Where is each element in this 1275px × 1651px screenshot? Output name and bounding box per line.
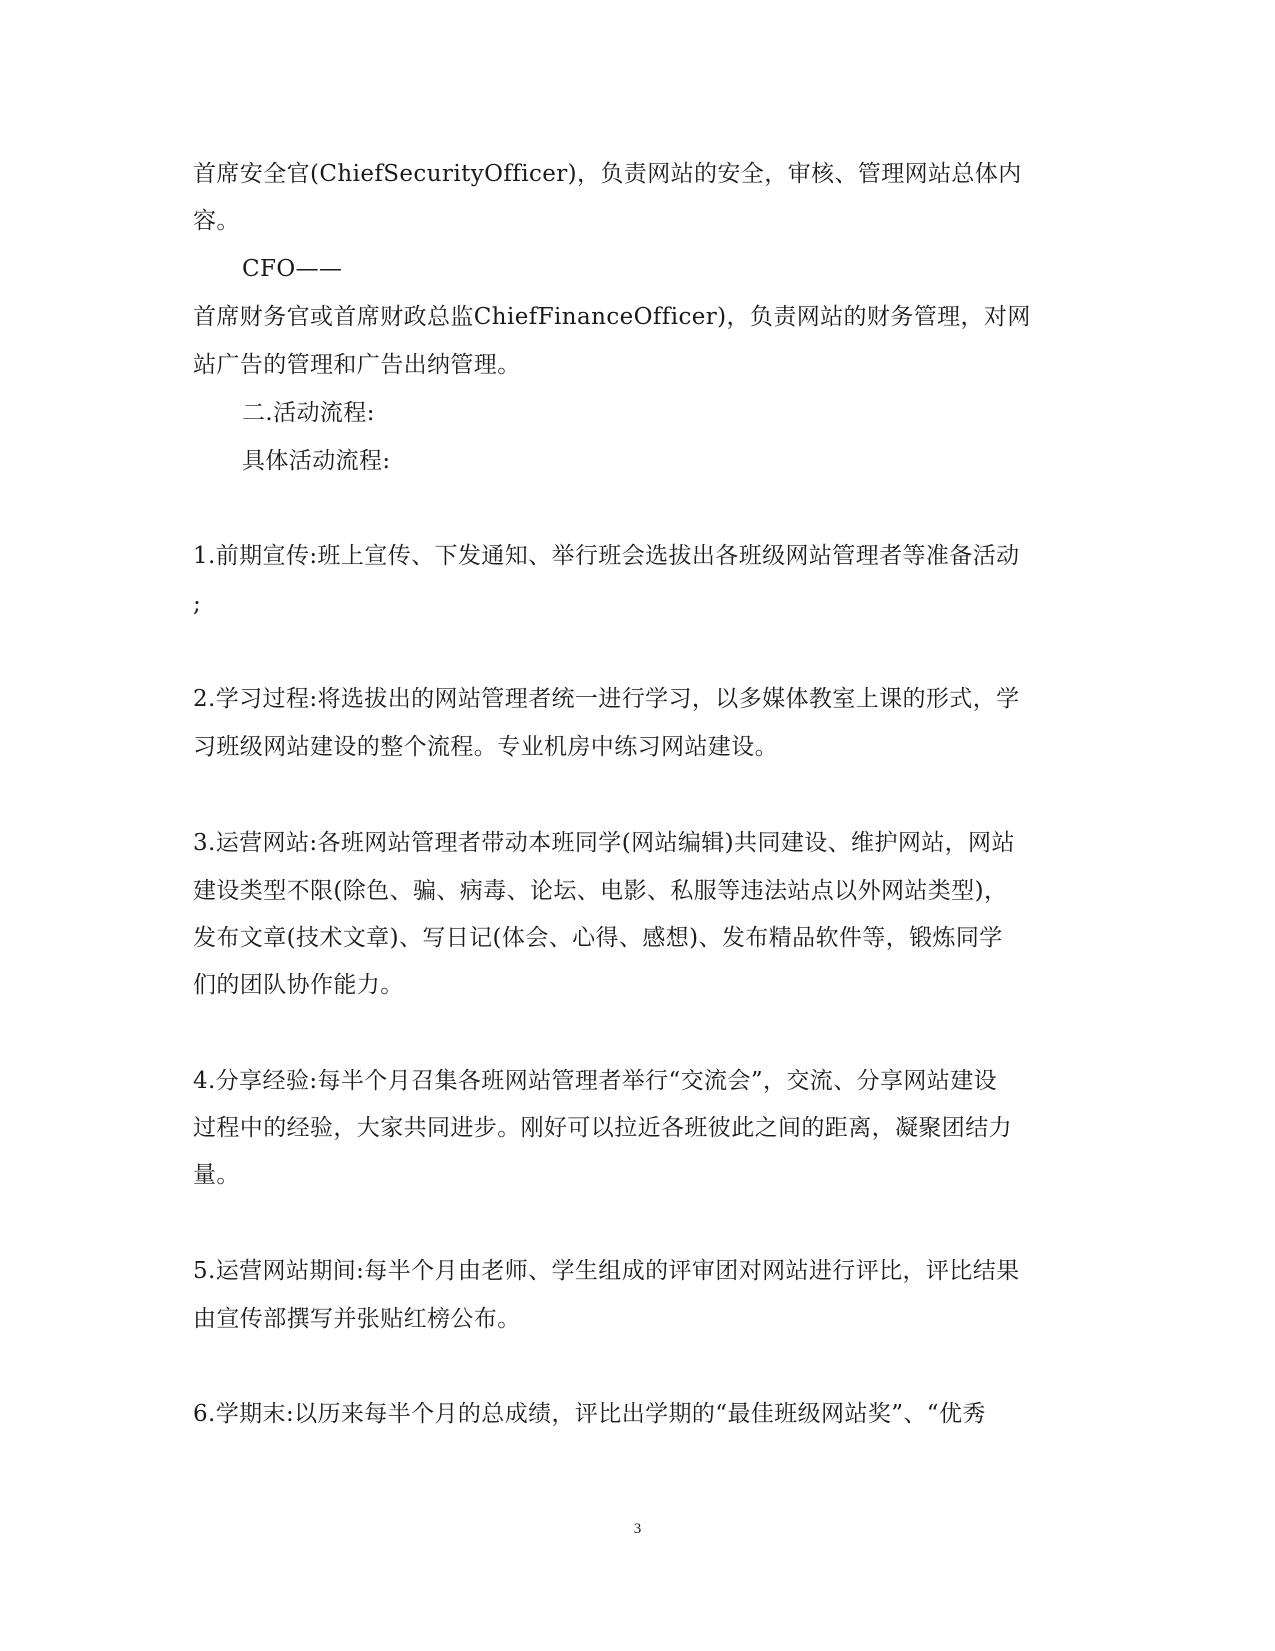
text-line: ; (193, 591, 202, 617)
text-line: 由宣传部撰写并张贴红榜公布。 (193, 1306, 521, 1332)
text-line: 习班级网站建设的整个流程。专业机房中练习网站建设。 (193, 734, 778, 760)
page-number: 3 (633, 1521, 642, 1537)
text-line: 发布文章(技术文章)、写日记(体会、心得、感想)、发布精品软件等，锻炼同学 (193, 925, 1003, 951)
text-line: 首席安全官(ChiefSecurityOfficer)，负责网站的安全，审核、管理网站总体内 (193, 161, 1022, 187)
list-item: 5.运营网站期间:每半个月由老师、学生组成的评审团对网站进行评比，评比结果 (193, 1258, 1020, 1284)
text-line: 首席财务官或首席财政总监ChiefFinanceOfficer)，负责网站的财务管理，对网 (193, 304, 1031, 330)
list-item: 3.运营网站:各班网站管理者带动本班同学(网站编辑)共同建设、维护网站，网站 (193, 830, 1015, 856)
text-line: CFO—— (242, 256, 343, 282)
text-line: 容。 (193, 208, 240, 234)
list-item: 6.学期末:以历来每半个月的总成绩，评比出学期的“最佳班级网站奖”、“优秀 (193, 1401, 986, 1427)
text-line: 过程中的经验，大家共同进步。刚好可以拉近各班彼此之间的距离，凝聚团结力 (193, 1115, 1012, 1141)
text-line: 建设类型不限(除色、骗、病毒、论坛、电影、私服等违法站点以外网站类型)， (193, 878, 1008, 904)
text-line: 量。 (193, 1162, 240, 1188)
list-item: 1.前期宣传:班上宣传、下发通知、举行班会选拔出各班级网站管理者等准备活动 (193, 543, 1020, 569)
list-item: 2.学习过程:将选拔出的网站管理者统一进行学习，以多媒体教室上课的形式，学 (193, 686, 1020, 712)
list-item: 4.分享经验:每半个月召集各班网站管理者举行“交流会”，交流、分享网站建设 (193, 1068, 998, 1094)
text-line: 们的团队协作能力。 (193, 972, 404, 998)
text-line: 站广告的管理和广告出纳管理。 (193, 352, 521, 378)
text-line: 具体活动流程: (242, 448, 391, 474)
section-heading: 二.活动流程: (242, 400, 375, 426)
